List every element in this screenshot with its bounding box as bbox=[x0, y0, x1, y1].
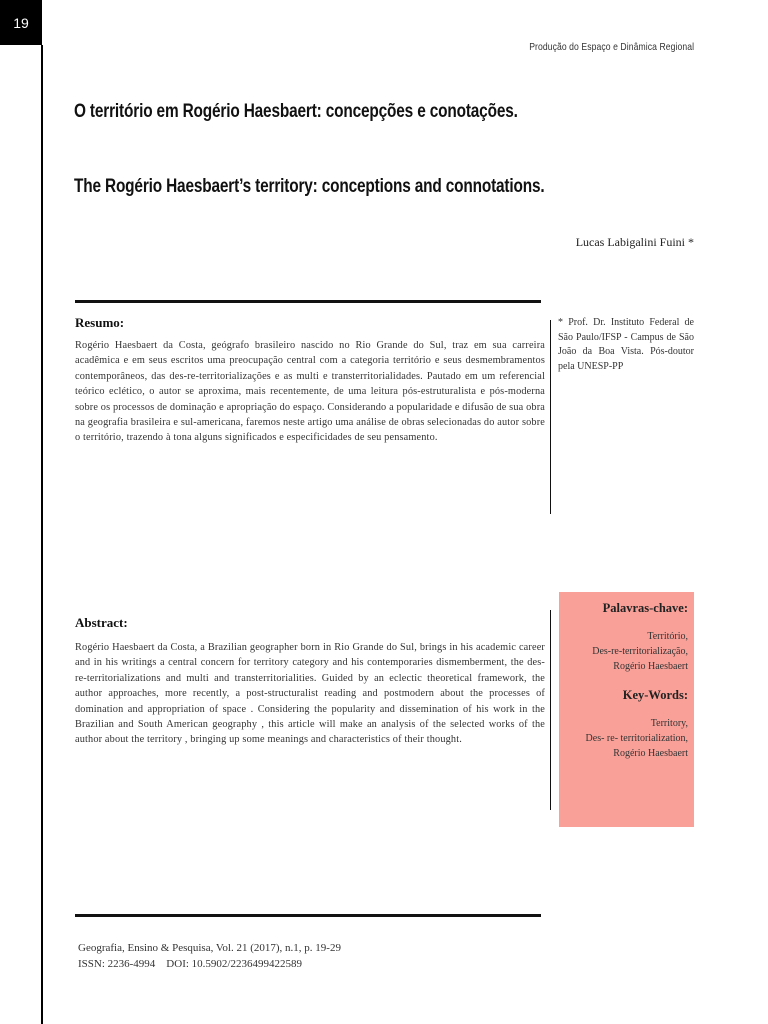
citation-journal: Geografia, Ensino & Pesquisa, Vol. 21 (2017), n.1, p. 19-29 bbox=[78, 942, 341, 954]
author-footnote: * Prof. Dr. Instituto Federal de São Paulo/IFSP - Campus de São João da Boa Vista. Pós-doutor pela UNESP-PP bbox=[558, 317, 694, 372]
abstract-text: Rogério Haesbaert da Costa, a Brazilian geographer born in Rio Grande do Sul, brings in his academic career and in his writings a central concern for territory category and his contemporaries dismemberment, the des-re-territorializations and multi and transterritorialities. Guided by an eclectic theoretical framework, the author approaches, more recently, a post-structuralist reading and postmodern about the processes of domination and appropriation of space . Considering the popularity and dissemination of his work in the Brazilian and South American geography , this article will make an analysis of the selected works of the author about the territory , bringing up some meanings and characteristics of their thought. bbox=[75, 642, 545, 746]
keywords-en-heading: Key-Words: bbox=[622, 688, 688, 702]
abstract-side-rule bbox=[550, 610, 551, 810]
citation-issn-doi: ISSN: 2236-4994 DOI: 10.5902/2236499422589 bbox=[78, 957, 302, 970]
keywords-en-list bbox=[560, 716, 688, 761]
title-english: The Rogério Haesbaert’s territory: conceptions and connotations. bbox=[74, 176, 545, 197]
title-portuguese: O território em Rogério Haesbaert: concepções e conotações. bbox=[74, 101, 518, 122]
keyword-item: Rogério Haesbaert bbox=[613, 748, 688, 759]
author-name: Lucas Labigalini Fuini * bbox=[575, 235, 694, 249]
resumo-text: Rogério Haesbaert da Costa, geógrafo brasileiro nascido no Rio Grande do Sul, traz em sua carreira acadêmica e em seus escritos uma preocupação central com a categoria território e seus desmembramentos contemporâneos, das des-re-territorializações e as multi e transterritorialidades. Pautado em um referencial teórico eclético, o autor se aproxima, mais recentemente, de uma leitura pós-estruturalista e pós-moderna sobre os processos de dominação e apropriação do espaço. Considerando a popularidade e difusão de sua obra na geografia brasileira e sul-americana, faremos neste artigo uma análise de obras selecionadas do autor sobre o território, trazendo à tona alguns significados e especificidades de seu pensamento. bbox=[75, 340, 545, 444]
top-divider bbox=[75, 300, 541, 303]
keywords-pt-list bbox=[560, 629, 688, 674]
page-number-box bbox=[0, 0, 42, 45]
keyword-item: Des- re- territorialization, bbox=[585, 733, 688, 744]
resumo-side-rule bbox=[550, 320, 551, 514]
running-header: Produção do Espaço e Dinâmica Regional bbox=[529, 41, 694, 53]
margin-rule bbox=[41, 45, 43, 1024]
resumo-heading: Resumo: bbox=[75, 315, 125, 330]
keyword-item: Territory, bbox=[650, 718, 688, 729]
keyword-item: Rogério Haesbaert bbox=[613, 661, 688, 672]
bottom-divider bbox=[75, 914, 541, 917]
abstract-heading: Abstract: bbox=[75, 615, 128, 630]
citation-block bbox=[78, 941, 341, 972]
keywords-pt-heading: Palavras-chave: bbox=[602, 601, 688, 615]
keyword-item: Des-re-territorialização, bbox=[592, 646, 688, 657]
keywords-box bbox=[559, 592, 694, 827]
page-number: 19 bbox=[13, 14, 29, 31]
keyword-item: Território, bbox=[647, 631, 688, 642]
